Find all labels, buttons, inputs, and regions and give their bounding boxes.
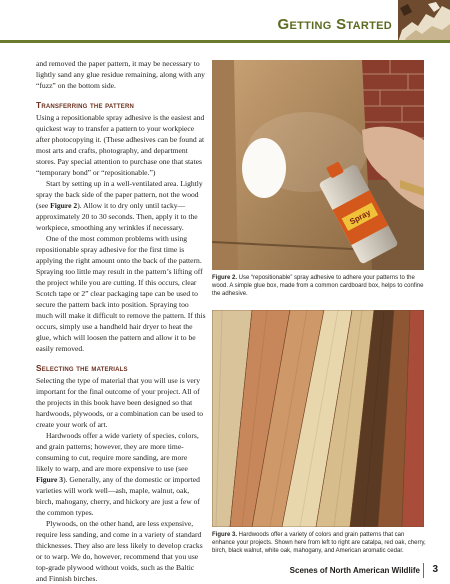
figure-3-label: Figure 3.	[212, 532, 238, 538]
figure-2-label: Figure 2.	[212, 275, 238, 281]
paragraph-materials-1: Selecting the type of material that you will use is very important for the final outcome of your project. All of the projects in this book have been designed so that hardwoods, plywoods, or a combination can be used to create your work of art.	[36, 376, 204, 429]
text-run: Hardwoods offer a wide variety of species, colors, and grain patterns; however, they are more time-consuming to cut, require more sanding, are more likely to warp, and are more expensive to use (see	[36, 431, 199, 473]
heading-selecting-materials: Selecting the materials	[36, 363, 128, 373]
figure-3-caption	[212, 531, 426, 555]
text-run: ). Allow it to dry only until tacky—approximately 20 to 30 seconds. Then, apply it to the workpiece, smoothing any wrinkles if necessary.	[36, 201, 198, 232]
text-run: ). Generally, any of the domestic or imported varieties will work well—ash, maple, walnut, oak, birch, mahogany, cherry, and hickory are just a few of the common types.	[36, 475, 200, 517]
figure-2-caption	[212, 274, 426, 298]
figure-3-caption-text: Hardwoods offer a variety of colors and grain patterns that can enhance your projects. Shown here from left to right are catalpa, red oak, cherry, birch, black walnut, white oak, mahogany, and American aromatic cedar.	[212, 532, 426, 554]
spray-can-label: Spray	[348, 208, 373, 227]
text-run: Start by setting up in a well-ventilated area. Lightly spray the back side of the paper pattern, not the wood (see	[36, 179, 203, 210]
page-header	[0, 0, 450, 42]
footer-divider	[423, 563, 425, 578]
paragraph-materials-3: Plywoods, on the other hand, are less expensive, require less sanding, and come in a variety of standard thicknesses. They also are less likely to develop cracks or to warp. We do, however, recommend that you use top-grade plywood without voids, such as the Baltic and Finnish birches.	[36, 519, 203, 583]
text-column	[36, 58, 206, 584]
figure-3-photo	[212, 310, 424, 527]
paragraph-transfer-3: One of the most common problems with using repositionable spray adhesive for the first time is applying the right amount onto the back of the pattern. Spraying too little may result in the pattern’s lifting off the project while you are cutting. If this occurs, clear Scotch tape or 2” clear packaging tape can be used to secure the pattern back into position. Spraying too much will make it difficult to remove the pattern. If this occurs, simply use a handheld hair dryer to heat the glue, which will loosen the pattern and allow it to be easily removed.	[36, 234, 206, 353]
header-corner-artwork	[398, 0, 450, 42]
paragraph-intro: and removed the paper pattern, it may be necessary to lightly sand any glue residue remaining, along with any “fuzz” on the bottom side.	[36, 59, 205, 90]
running-footer-title: Scenes of North American Wildlife	[289, 566, 420, 575]
heading-transferring-pattern: Transferring the pattern	[36, 100, 135, 110]
paragraph-transfer-1: Using a repositionable spray adhesive is the easiest and quickest way to transfer a pattern to your workpiece after photocopying it. (These adhesives can be found at most arts and crafts, photography, and department stores. Pay special attention to purchase one that states “temporary bond” or “repositionable.”)	[36, 113, 205, 177]
header-rule	[0, 40, 450, 43]
figure-2-caption-text: Use “repositionable” spray adhesive to adhere your patterns to the wood. A simple glue box, made from a common cardboard box, helps to confine the adhesive.	[212, 275, 424, 297]
figure-2-reference: Figure 2	[50, 201, 78, 210]
page-number: 3	[432, 564, 438, 575]
figure-3-reference: Figure 3	[36, 475, 64, 484]
paragraph-materials-2	[36, 430, 206, 518]
section-title: Getting Started	[277, 16, 392, 33]
paragraph-transfer-2	[36, 178, 206, 233]
figure-2-photo	[212, 60, 424, 270]
